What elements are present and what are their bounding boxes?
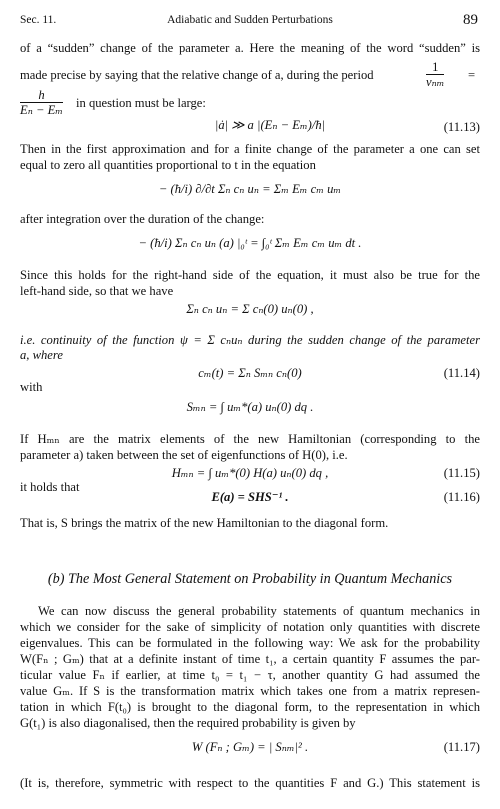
paragraph-line: W(Fₙ ; Gₘ) that at a definite instant of time t₁, a certain quantity F assumes the par- — [20, 652, 480, 666]
connector-text: with — [20, 380, 43, 394]
paragraph-line: after integration over the duration of the change: — [20, 212, 265, 226]
paragraph-line: which we consider for the sake of simplicity of notation only quantities with discrete — [20, 620, 480, 634]
paragraph-line: left-hand side, so that we have — [20, 284, 174, 298]
paragraph-line: tation in which F(t₀) is brought to the diagonal form, to the representation in which — [20, 700, 480, 714]
fraction-numerator: 1 — [426, 60, 444, 75]
section-heading: (b) The Most General Statement on Probability in Quantum Mechanics — [47, 571, 453, 587]
connector-text: it holds that — [20, 480, 80, 494]
equation-11-14: cₘ(t) = Σₙ Sₘₙ cₙ(0) — [198, 366, 302, 380]
equals-sign: = — [468, 68, 476, 82]
paragraph-line: That is, S brings the matrix of the new Hamiltonian to the diagonal form. — [20, 516, 389, 530]
equation-s-matrix: Sₘₙ = ∫ uₘ*(a) uₙ(0) dq . — [186, 400, 314, 414]
paragraph-line: If Hₘₙ are the matrix elements of the new Hamiltonian (corresponding to the — [20, 432, 480, 446]
equation-11-15: Hₘₙ = ∫ uₘ*(0) H(a) uₙ(0) dq , — [171, 466, 329, 480]
paragraph-line: parameter a) taken between the set of eigenfunctions of H(0), i.e. — [20, 448, 348, 462]
equation-continuity: Σₙ cₙ uₙ = Σ cₙ(0) uₙ(0) , — [186, 302, 314, 316]
equation-number: (11.15) — [443, 466, 480, 480]
paragraph-line: i.e. continuity of the function ψ = Σ cₙuₙ during the sudden change of the parameter — [20, 333, 480, 347]
paragraph-line: in question must be large: — [76, 96, 206, 110]
paragraph-line: (It is, therefore, symmetric with respect to the quantities F and G.) This statement is — [20, 776, 480, 790]
section-label: Sec. 11. — [20, 14, 57, 26]
paragraph-line: eigenvalues. This can be formulated in the following way: We ask for the probability — [20, 636, 480, 650]
equation-11-13: |ȧ| ≫ a |(Eₙ − Eₘ)/ħ| — [214, 118, 326, 132]
running-title: Adiabatic and Sudden Perturbations — [167, 14, 333, 26]
paragraph-line: equal to zero all quantities proportional to t in the equation — [20, 158, 316, 172]
paragraph-line: We can now discuss the general probability statements of quantum mechanics in — [38, 604, 480, 618]
text-run: made precise by saying that the relative change of a, during the period — [20, 68, 374, 82]
equation-11-16: E(a) = SHS⁻¹ . — [211, 490, 289, 504]
h-fraction — [20, 88, 63, 117]
fraction-numerator: h — [20, 88, 63, 103]
paragraph-line: G(t₁) is also diagonalised, then the required probability is given by — [20, 716, 356, 730]
period-fraction — [426, 60, 444, 89]
equation-number: (11.13) — [443, 120, 480, 134]
paragraph-line: a, where — [20, 348, 63, 362]
equation-schrodinger: − (ħ/i) ∂/∂t Σₙ cₙ uₙ = Σₘ Eₘ cₘ uₘ — [158, 182, 342, 196]
equation-11-17: W (Fₙ ; Gₘ) = | Sₙₘ|² . — [191, 740, 309, 754]
fraction-denominator: Eₙ − Eₘ — [20, 103, 64, 117]
equation-integrated: − (ħ/i) Σₙ cₙ uₙ (a) |₀ᵗ = ∫₀ᵗ Σₘ Eₘ cₘ uₘ dt . — [138, 236, 362, 250]
equation-number: (11.16) — [443, 490, 480, 504]
equation-number: (11.17) — [443, 740, 480, 754]
paragraph-line: Then in the first approximation and for a finite change of the parameter a one can set — [20, 142, 480, 156]
equation-number: (11.14) — [443, 366, 480, 380]
page-number: 89 — [463, 12, 478, 28]
paragraph-line — [20, 68, 480, 83]
paragraph-line: Since this holds for the right-hand side of the equation, it must also be true for the — [20, 268, 480, 282]
fraction-denominator: νₙₘ — [426, 75, 445, 89]
paragraph-line: ticular value Fₙ if earlier, at time t₀ = t₁ − τ, another quantity G had assumed the — [20, 668, 480, 682]
paragraph-line: of a “sudden” change of the parameter a. Here the meaning of the word “sudden” is — [20, 41, 480, 55]
paragraph-line: value Gₘ. If S is the transformation matrix which takes one from a matrix represen- — [20, 684, 480, 698]
